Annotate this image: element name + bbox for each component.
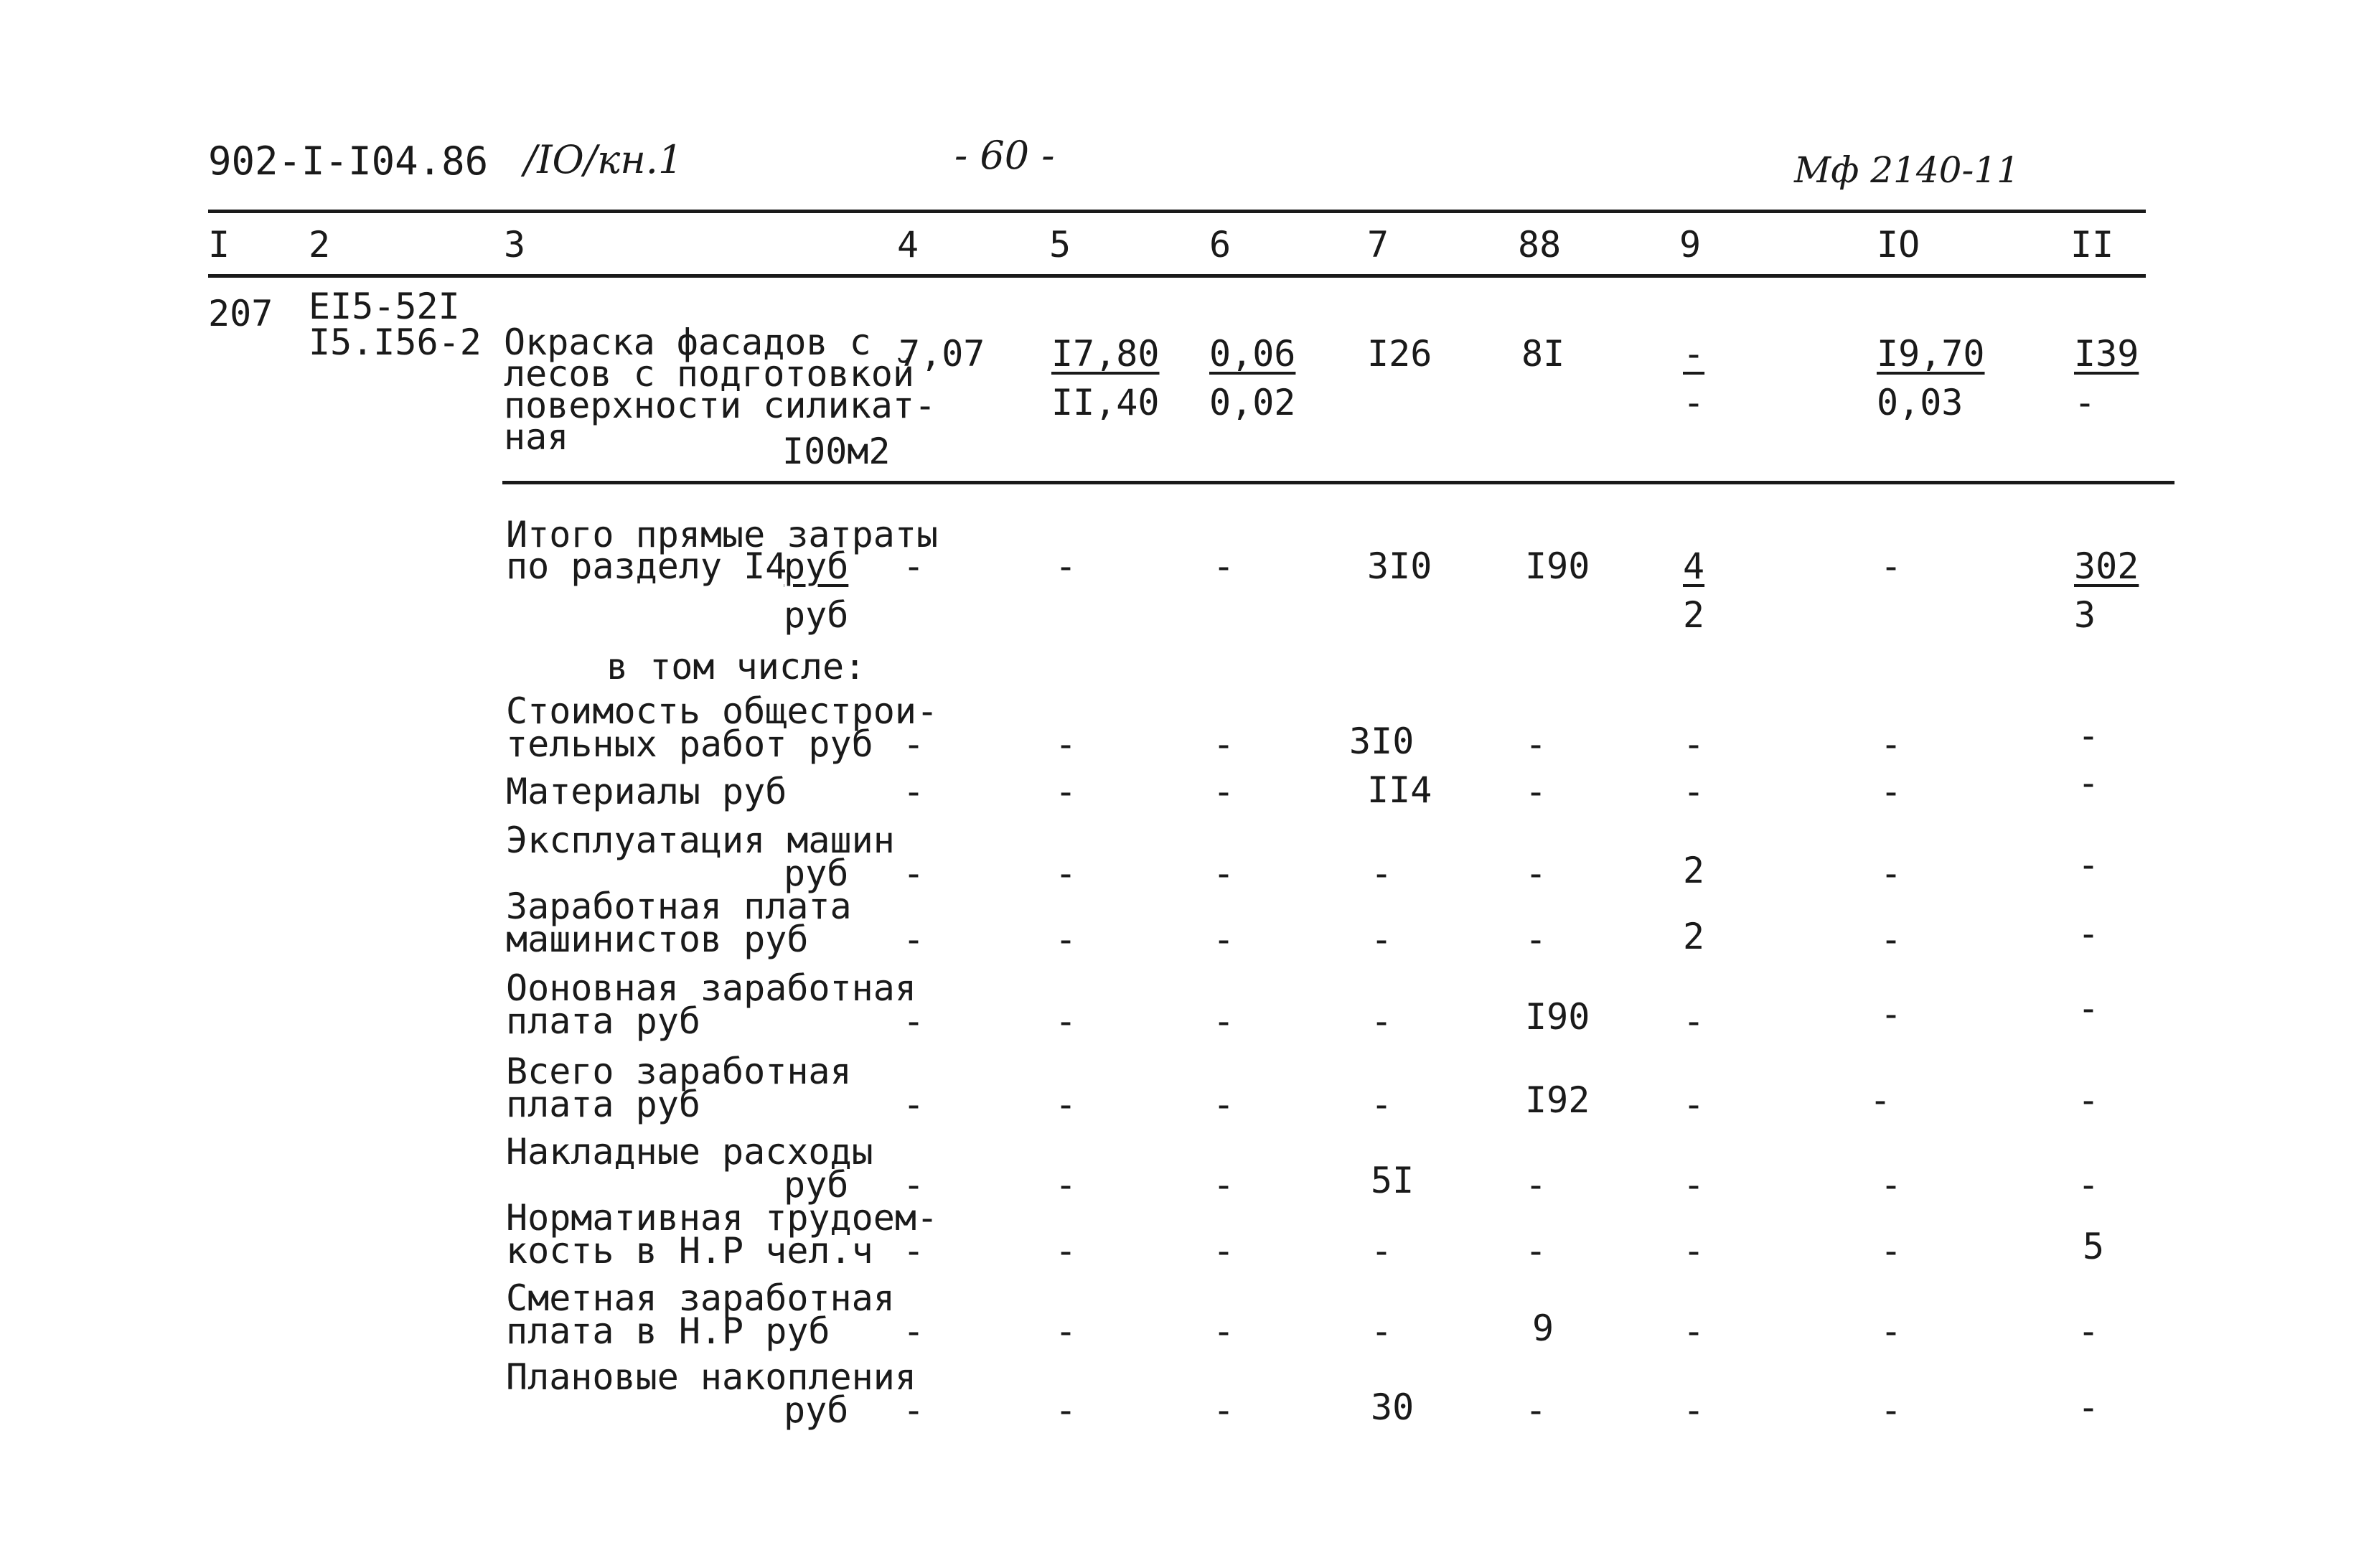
total-cell: - <box>1213 545 1235 587</box>
row-value: - <box>903 771 925 812</box>
row-value: - <box>1880 853 1903 894</box>
row-value: - <box>1055 1000 1077 1042</box>
entry-cell: - <box>2074 382 2096 423</box>
row-label: Заработная плата <box>506 886 852 927</box>
row-value: - <box>1880 919 1903 960</box>
row-value: - <box>1213 853 1235 894</box>
entry-code: I5.I56-2 <box>309 321 482 363</box>
row-value: - <box>1371 1000 1393 1042</box>
row-label: плата в Н.Р руб <box>506 1310 830 1352</box>
row-label: плата руб <box>506 1084 700 1125</box>
row-value: - <box>1213 1230 1235 1272</box>
column-header: 5 <box>1049 224 1071 266</box>
row-value: II4 <box>1367 769 1432 811</box>
row-label: машинистов руб <box>506 919 809 960</box>
total-label: по разделу I4 <box>506 545 787 587</box>
row-value: - <box>1055 1164 1077 1206</box>
row-value: - <box>1213 1310 1235 1352</box>
row-value: - <box>1371 853 1393 894</box>
entry-cell: - <box>1683 333 1705 375</box>
entry-description: Окраска фасадов с <box>504 321 871 363</box>
row-label: руб <box>784 853 849 894</box>
page-number: - 60 - <box>954 133 1055 178</box>
row-value: - <box>1683 1230 1705 1272</box>
entry-cell: I26 <box>1367 333 1432 375</box>
row-value: - <box>2078 913 2100 954</box>
column-header: 3 <box>504 224 526 266</box>
row-value: - <box>1055 919 1077 960</box>
row-value: 2 <box>1683 916 1705 957</box>
row-value: - <box>1371 919 1393 960</box>
row-label: Ооновная заработная <box>506 967 916 1009</box>
row-value: - <box>1055 1389 1077 1431</box>
column-header: 6 <box>1209 224 1231 266</box>
row-value: - <box>1880 1164 1903 1206</box>
row-value: - <box>1525 771 1547 812</box>
column-header: II <box>2070 224 2114 266</box>
entry-cell: I39 <box>2074 333 2139 375</box>
volume-number: /IO/кн.1 <box>524 137 683 182</box>
row-value: - <box>1525 853 1547 894</box>
row-value: - <box>1213 1000 1235 1042</box>
row-label: тельных работ руб <box>506 723 873 765</box>
row-value: - <box>1213 771 1235 812</box>
entry-description: ная <box>504 416 569 458</box>
column-header: IO <box>1877 224 1920 266</box>
total-cell: - <box>903 545 925 587</box>
row-value: - <box>1880 1230 1903 1272</box>
row-value: - <box>903 1230 925 1272</box>
entry-number: 207 <box>208 293 273 334</box>
row-value: - <box>1213 723 1235 765</box>
entry-unit: I00м2 <box>782 431 891 472</box>
row-value: - <box>2078 1079 2100 1121</box>
row-value: - <box>2078 987 2100 1029</box>
entry-separator-rule <box>502 481 2174 484</box>
row-value: 5 <box>2083 1226 2105 1267</box>
row-value: - <box>1525 723 1547 765</box>
row-value: - <box>1055 1230 1077 1272</box>
row-label: руб <box>784 1164 849 1206</box>
entry-description: поверхности силикат- <box>504 385 937 426</box>
total-cell: 3 <box>2074 594 2096 636</box>
row-value: - <box>1371 1230 1393 1272</box>
row-value: - <box>1213 1084 1235 1125</box>
row-value: - <box>1213 919 1235 960</box>
entry-cell: I7,80 <box>1051 333 1160 375</box>
row-value: - <box>1683 1310 1705 1352</box>
row-label: Всего заработная <box>506 1051 852 1092</box>
row-value: - <box>1213 1389 1235 1431</box>
column-header: 2 <box>309 224 331 266</box>
total-cell: 3I0 <box>1367 545 1432 587</box>
row-value: I90 <box>1525 996 1590 1038</box>
total-cell: 4 <box>1683 545 1705 587</box>
entry-code: EI5-52I <box>309 286 460 327</box>
entry-cell: II,40 <box>1051 382 1160 423</box>
row-value: - <box>2078 1386 2100 1428</box>
row-value: - <box>1525 1164 1547 1206</box>
row-value: - <box>1371 1310 1393 1352</box>
entry-cell: 0,02 <box>1209 382 1296 423</box>
row-value: 3I0 <box>1349 720 1414 762</box>
row-value: I92 <box>1525 1079 1590 1121</box>
row-value: - <box>1683 723 1705 765</box>
row-value: - <box>1055 723 1077 765</box>
row-value: - <box>1880 723 1903 765</box>
row-value: - <box>903 1164 925 1206</box>
column-header: 7 <box>1367 224 1389 266</box>
row-value: - <box>2078 762 2100 804</box>
entry-cell: 8I <box>1521 333 1565 375</box>
row-label: Плановые накопления <box>506 1356 916 1398</box>
row-value: - <box>903 1084 925 1125</box>
row-label: Стоимость общестрои- <box>506 690 939 732</box>
row-value: - <box>903 1000 925 1042</box>
row-value: - <box>1880 1310 1903 1352</box>
row-label: Сметная заработная <box>506 1277 895 1319</box>
total-cell: 302 <box>2074 545 2139 587</box>
row-value: 9 <box>1532 1308 1554 1349</box>
row-label: Накладные расходы <box>506 1131 873 1173</box>
column-header: 88 <box>1518 224 1562 266</box>
row-value: - <box>1525 1389 1547 1431</box>
row-value: - <box>1869 1079 1892 1121</box>
row-value: - <box>2078 1310 2100 1352</box>
row-label: руб <box>784 1389 849 1431</box>
row-value: - <box>1880 771 1903 812</box>
row-value: - <box>1371 1084 1393 1125</box>
total-cell: 2 <box>1683 594 1705 636</box>
column-header: I <box>208 224 230 266</box>
row-value: - <box>1055 771 1077 812</box>
including-label: в том числе: <box>606 646 866 687</box>
row-value: 2 <box>1683 850 1705 891</box>
document-code: 902-I-I04.86 <box>208 139 489 184</box>
header-bottom-rule <box>208 274 2146 278</box>
row-value: - <box>1055 853 1077 894</box>
row-value: - <box>903 1310 925 1352</box>
row-value: - <box>2078 1164 2100 1206</box>
row-value: - <box>1213 1164 1235 1206</box>
row-value: - <box>1055 1084 1077 1125</box>
entry-cell: 0,06 <box>1209 333 1296 375</box>
total-cell: - <box>1055 545 1077 587</box>
row-value: 5I <box>1371 1160 1414 1201</box>
row-value: - <box>2078 715 2100 756</box>
row-value: - <box>1683 1164 1705 1206</box>
row-label: Эксплуатация машин <box>506 820 895 861</box>
entry-cell: 7,07 <box>899 333 985 375</box>
row-label: кость в Н.Р чел.ч <box>506 1230 873 1272</box>
row-value: - <box>1055 1310 1077 1352</box>
entry-cell: I9,70 <box>1877 333 1985 375</box>
row-value: - <box>1525 919 1547 960</box>
row-value: - <box>2078 844 2100 886</box>
row-value: - <box>1683 1084 1705 1125</box>
archive-stamp: Мф 2140-11 <box>1794 149 2019 191</box>
row-label: Материалы руб <box>506 771 787 812</box>
column-header: 4 <box>897 224 919 266</box>
row-value: - <box>903 723 925 765</box>
column-header: 9 <box>1679 224 1702 266</box>
total-cell: - <box>1880 545 1903 587</box>
row-label: плата руб <box>506 1000 700 1042</box>
entry-description: лесов с подготовкой <box>504 353 914 395</box>
row-value: - <box>1683 771 1705 812</box>
row-label: Нормативная трудоем- <box>506 1197 939 1239</box>
row-value: 30 <box>1371 1386 1414 1428</box>
row-value: - <box>903 1389 925 1431</box>
entry-cell: - <box>1683 382 1705 423</box>
row-value: - <box>1683 1389 1705 1431</box>
table-top-rule <box>208 210 2146 213</box>
total-cell: I90 <box>1525 545 1590 587</box>
row-value: - <box>1880 993 1903 1035</box>
row-value: - <box>903 919 925 960</box>
entry-cell: 0,03 <box>1877 382 1964 423</box>
row-value: - <box>1525 1230 1547 1272</box>
row-value: - <box>1880 1389 1903 1431</box>
row-value: - <box>1683 1000 1705 1042</box>
total-label: Итого прямые затраты <box>506 514 939 555</box>
row-value: - <box>903 853 925 894</box>
total-unit: руб <box>784 594 849 636</box>
total-unit: руб <box>784 545 849 587</box>
